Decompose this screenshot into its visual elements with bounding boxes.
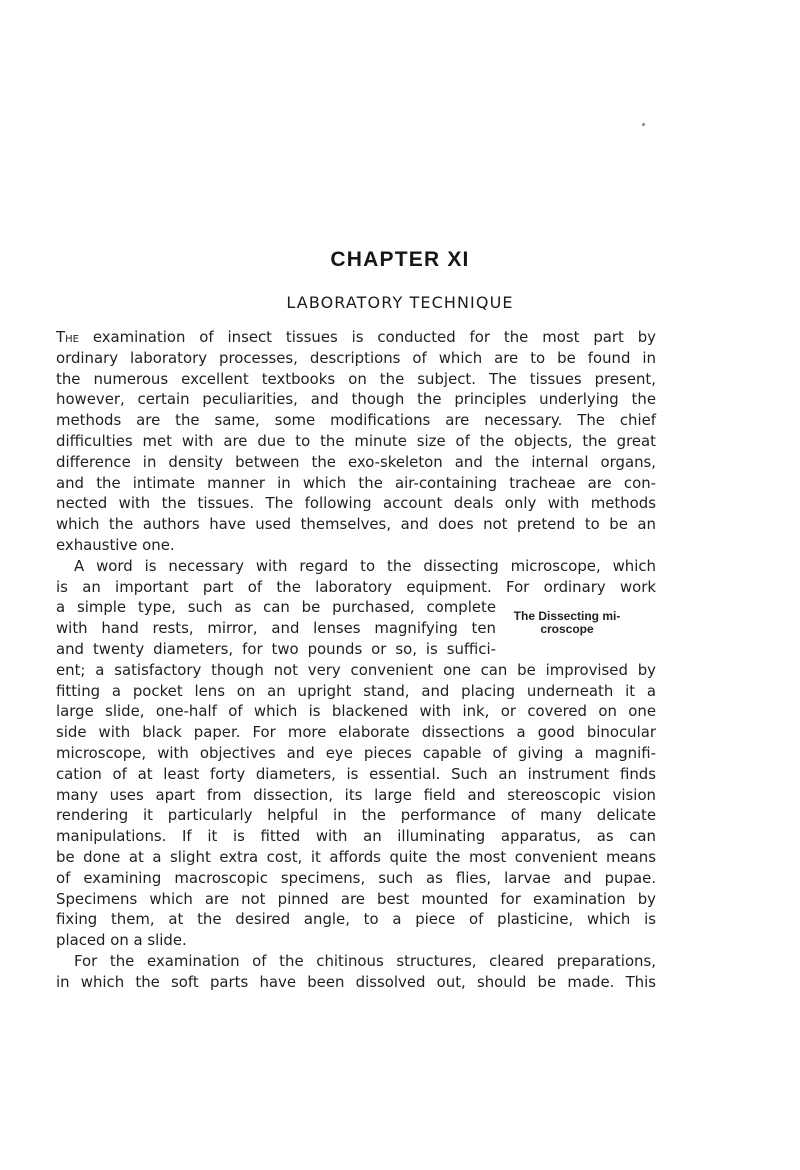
text-line: methods are the same, some modifications are necessary. The chief: [56, 411, 656, 430]
margin-sidenote: [497, 610, 637, 636]
chapter-heading: CHAPTER XI: [330, 248, 470, 271]
text-line: ent; a satisfactory though not very convenient one can be improvised by: [56, 660, 656, 679]
text-line: however, certain peculiarities, and though the principles underlying the: [56, 390, 656, 409]
text-line: side with black paper. For more elaborate dissections a good binocular: [56, 723, 656, 742]
text-line: and the intimate manner in which the air-containing tracheae are con-: [56, 473, 656, 492]
text-line: be done at a slight extra cost, it affords quite the most convenient means: [56, 847, 656, 866]
text-line: a simple type, such as can be purchased, complete: [56, 598, 496, 617]
text-line: and twenty diameters, for two pounds or so, is suffici-: [56, 639, 496, 658]
text-line: large slide, one-half of which is blackened with ink, or covered on one: [56, 702, 656, 721]
text-line: difference in density between the exo-skeleton and the internal organs,: [56, 452, 656, 471]
sidenote-line: croscope: [540, 622, 594, 636]
text-line: ordinary laboratory processes, descriptions of which are to be found in: [56, 348, 656, 367]
paragraph-3: [56, 951, 656, 993]
body-text: [56, 327, 656, 993]
text-line: nected with the tissues. The following account deals only with methods: [56, 494, 656, 513]
text-line: For the examination of the chitinous structures, cleared preparations,: [74, 951, 656, 970]
text-line: A word is necessary with regard to the dissecting microscope, which: [74, 556, 656, 575]
text-line: with hand rests, mirror, and lenses magnifying ten: [56, 619, 496, 638]
page-speck: [642, 123, 645, 126]
text-line: of examining macroscopic specimens, such as flies, larvae and pupae.: [56, 868, 656, 887]
text-line: rendering it particularly helpful in the performance of many delicate: [56, 806, 656, 825]
text-line: microscope, with objectives and eye pieces capable of giving a magnifi-: [56, 743, 656, 762]
text-line: which the authors have used themselves, and does not pretend to be an: [56, 515, 656, 534]
text-line: is an important part of the laboratory equipment. For ordinary work: [56, 577, 656, 596]
text-line: fitting a pocket lens on an upright stand, and placing underneath it a: [56, 681, 656, 700]
paragraph-1: [56, 327, 656, 556]
text-line: fixing them, at the desired angle, to a piece of plasticine, which is: [56, 910, 656, 929]
text-line: Specimens which are not pinned are best mounted for examination by: [56, 889, 656, 908]
sidenote-line: The Dissecting mi-: [513, 609, 621, 623]
text-line: the numerous excellent textbooks on the subject. The tissues present,: [56, 369, 656, 388]
text-line: many uses apart from dissection, its large field and stereoscopic vision: [56, 785, 656, 804]
text-line: manipulations. If it is fitted with an illuminating apparatus, as can: [56, 827, 656, 846]
text-line: cation of at least forty diameters, is essential. Such an instrument finds: [56, 764, 656, 783]
text-line: difficulties met with are due to the minute size of the objects, the great: [56, 431, 656, 450]
chapter-title: LABORATORY TECHNIQUE: [286, 293, 514, 312]
text-line: in which the soft parts have been dissolved out, should be made. This: [56, 972, 656, 991]
text-line: exhaustive one.: [56, 535, 175, 554]
text-line: placed on a slide.: [56, 931, 187, 950]
text-line: The examination of insect tissues is conducted for the most part by: [56, 328, 656, 346]
